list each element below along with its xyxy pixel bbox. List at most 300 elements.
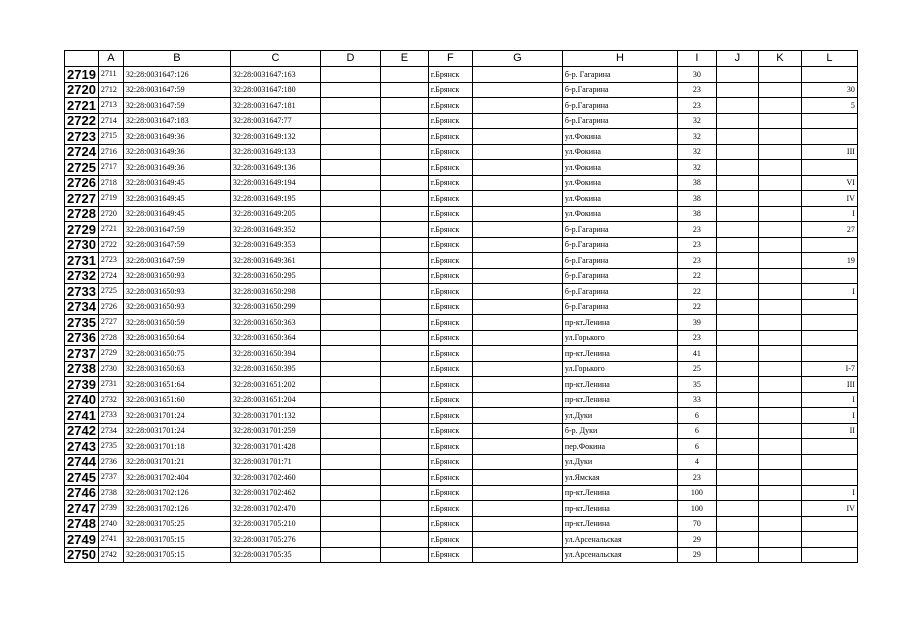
cell-h[interactable]: ул.Дуки (562, 454, 677, 470)
cell-c[interactable]: 32:28:0031702:462 (230, 485, 320, 501)
row-number[interactable]: 2736 (65, 330, 99, 346)
row-number[interactable]: 2720 (65, 82, 99, 98)
cell-e[interactable] (380, 454, 428, 470)
cell-h[interactable]: ул.Горького (562, 330, 677, 346)
cell-c[interactable]: 32:28:0031649:195 (230, 191, 320, 207)
cell-h[interactable]: ул.Фокина (562, 175, 677, 191)
cell-l[interactable] (801, 532, 857, 548)
cell-k[interactable] (758, 67, 801, 83)
cell-e[interactable] (380, 284, 428, 300)
cell-c[interactable]: 32:28:0031649:361 (230, 253, 320, 269)
cell-i[interactable]: 22 (677, 284, 716, 300)
cell-f[interactable]: г.Брянск (428, 191, 472, 207)
cell-h[interactable]: б-р.Гагарина (562, 237, 677, 253)
cell-g[interactable] (472, 191, 562, 207)
cell-b[interactable]: 32:28:0031701:24 (123, 423, 230, 439)
cell-g[interactable] (472, 361, 562, 377)
row-number[interactable]: 2749 (65, 532, 99, 548)
cell-g[interactable] (472, 547, 562, 563)
cell-g[interactable] (472, 175, 562, 191)
cell-d[interactable] (320, 191, 380, 207)
cell-l[interactable]: 30 (801, 82, 857, 98)
cell-l[interactable]: I (801, 485, 857, 501)
cell-h[interactable]: б-р.Гагарина (562, 98, 677, 114)
cell-g[interactable] (472, 113, 562, 129)
cell-b[interactable]: 32:28:0031647:59 (123, 222, 230, 238)
cell-f[interactable]: г.Брянск (428, 268, 472, 284)
cell-a[interactable]: 2740 (98, 516, 123, 532)
cell-k[interactable] (758, 501, 801, 517)
cell-k[interactable] (758, 330, 801, 346)
cell-k[interactable] (758, 361, 801, 377)
cell-a[interactable]: 2737 (98, 470, 123, 486)
cell-i[interactable]: 32 (677, 144, 716, 160)
cell-i[interactable]: 23 (677, 222, 716, 238)
cell-i[interactable]: 22 (677, 299, 716, 315)
cell-g[interactable] (472, 299, 562, 315)
cell-i[interactable]: 32 (677, 160, 716, 176)
cell-a[interactable]: 2712 (98, 82, 123, 98)
row-number[interactable]: 2729 (65, 222, 99, 238)
cell-e[interactable] (380, 392, 428, 408)
cell-e[interactable] (380, 206, 428, 222)
cell-c[interactable]: 32:28:0031702:460 (230, 470, 320, 486)
cell-l[interactable] (801, 439, 857, 455)
cell-h[interactable]: б-р.Гагарина (562, 253, 677, 269)
cell-k[interactable] (758, 175, 801, 191)
row-number[interactable]: 2735 (65, 315, 99, 331)
cell-j[interactable] (716, 392, 758, 408)
cell-j[interactable] (716, 191, 758, 207)
cell-a[interactable]: 2721 (98, 222, 123, 238)
cell-l[interactable] (801, 330, 857, 346)
cell-j[interactable] (716, 253, 758, 269)
cell-i[interactable]: 6 (677, 408, 716, 424)
cell-b[interactable]: 32:28:0031650:93 (123, 284, 230, 300)
cell-f[interactable]: г.Брянск (428, 129, 472, 145)
cell-d[interactable] (320, 98, 380, 114)
cell-l[interactable] (801, 113, 857, 129)
cell-a[interactable]: 2741 (98, 532, 123, 548)
cell-g[interactable] (472, 532, 562, 548)
cell-a[interactable]: 2739 (98, 501, 123, 517)
cell-b[interactable]: 32:28:0031702:126 (123, 485, 230, 501)
column-header-a[interactable]: A (98, 51, 123, 67)
row-number[interactable]: 2723 (65, 129, 99, 145)
cell-d[interactable] (320, 470, 380, 486)
cell-h[interactable]: пр-кт.Ленина (562, 377, 677, 393)
cell-f[interactable]: г.Брянск (428, 222, 472, 238)
cell-k[interactable] (758, 113, 801, 129)
cell-f[interactable]: г.Брянск (428, 82, 472, 98)
cell-f[interactable]: г.Брянск (428, 408, 472, 424)
cell-d[interactable] (320, 346, 380, 362)
column-header-k[interactable]: K (758, 51, 801, 67)
row-number[interactable]: 2750 (65, 547, 99, 563)
cell-i[interactable]: 38 (677, 206, 716, 222)
corner-cell[interactable] (65, 51, 99, 67)
cell-e[interactable] (380, 361, 428, 377)
cell-e[interactable] (380, 439, 428, 455)
cell-e[interactable] (380, 113, 428, 129)
cell-h[interactable]: пр-кт.Ленина (562, 516, 677, 532)
cell-e[interactable] (380, 501, 428, 517)
cell-h[interactable]: пр-кт.Ленина (562, 501, 677, 517)
cell-k[interactable] (758, 299, 801, 315)
cell-f[interactable]: г.Брянск (428, 439, 472, 455)
cell-b[interactable]: 32:28:0031647:59 (123, 237, 230, 253)
cell-j[interactable] (716, 129, 758, 145)
cell-i[interactable]: 23 (677, 330, 716, 346)
cell-l[interactable]: II (801, 423, 857, 439)
cell-h[interactable]: ул.Ямская (562, 470, 677, 486)
row-number[interactable]: 2732 (65, 268, 99, 284)
cell-k[interactable] (758, 408, 801, 424)
column-header-d[interactable]: D (320, 51, 380, 67)
cell-g[interactable] (472, 315, 562, 331)
cell-d[interactable] (320, 206, 380, 222)
cell-l[interactable] (801, 160, 857, 176)
cell-g[interactable] (472, 253, 562, 269)
cell-b[interactable]: 32:28:0031647:59 (123, 253, 230, 269)
cell-j[interactable] (716, 67, 758, 83)
cell-i[interactable]: 35 (677, 377, 716, 393)
cell-d[interactable] (320, 532, 380, 548)
cell-h[interactable]: б-р.Гагарина (562, 284, 677, 300)
cell-l[interactable] (801, 315, 857, 331)
row-number[interactable]: 2743 (65, 439, 99, 455)
cell-g[interactable] (472, 470, 562, 486)
cell-d[interactable] (320, 439, 380, 455)
cell-d[interactable] (320, 82, 380, 98)
cell-b[interactable]: 32:28:0031647:59 (123, 98, 230, 114)
cell-k[interactable] (758, 206, 801, 222)
cell-e[interactable] (380, 222, 428, 238)
cell-f[interactable]: г.Брянск (428, 113, 472, 129)
cell-e[interactable] (380, 253, 428, 269)
cell-f[interactable]: г.Брянск (428, 470, 472, 486)
cell-k[interactable] (758, 160, 801, 176)
cell-c[interactable]: 32:28:0031649:353 (230, 237, 320, 253)
cell-k[interactable] (758, 346, 801, 362)
cell-c[interactable]: 32:28:0031651:204 (230, 392, 320, 408)
cell-e[interactable] (380, 129, 428, 145)
row-number[interactable]: 2734 (65, 299, 99, 315)
row-number[interactable]: 2727 (65, 191, 99, 207)
cell-i[interactable]: 100 (677, 485, 716, 501)
cell-e[interactable] (380, 315, 428, 331)
cell-i[interactable]: 23 (677, 237, 716, 253)
row-number[interactable]: 2740 (65, 392, 99, 408)
cell-g[interactable] (472, 206, 562, 222)
cell-f[interactable]: г.Брянск (428, 284, 472, 300)
cell-e[interactable] (380, 144, 428, 160)
cell-k[interactable] (758, 547, 801, 563)
cell-h[interactable]: б-р.Гагарина (562, 113, 677, 129)
cell-d[interactable] (320, 268, 380, 284)
cell-b[interactable]: 32:28:0031701:21 (123, 454, 230, 470)
cell-d[interactable] (320, 129, 380, 145)
row-number[interactable]: 2745 (65, 470, 99, 486)
cell-k[interactable] (758, 532, 801, 548)
cell-i[interactable]: 29 (677, 532, 716, 548)
row-number[interactable]: 2730 (65, 237, 99, 253)
cell-j[interactable] (716, 532, 758, 548)
cell-a[interactable]: 2713 (98, 98, 123, 114)
cell-h[interactable]: ул.Фокина (562, 206, 677, 222)
cell-l[interactable] (801, 454, 857, 470)
cell-c[interactable]: 32:28:0031650:299 (230, 299, 320, 315)
column-header-h[interactable]: H (562, 51, 677, 67)
cell-d[interactable] (320, 547, 380, 563)
cell-h[interactable]: ул.Фокина (562, 160, 677, 176)
cell-d[interactable] (320, 175, 380, 191)
cell-c[interactable]: 32:28:0031705:210 (230, 516, 320, 532)
cell-e[interactable] (380, 268, 428, 284)
cell-d[interactable] (320, 253, 380, 269)
cell-a[interactable]: 2730 (98, 361, 123, 377)
cell-a[interactable]: 2738 (98, 485, 123, 501)
cell-e[interactable] (380, 98, 428, 114)
cell-g[interactable] (472, 408, 562, 424)
cell-e[interactable] (380, 408, 428, 424)
cell-l[interactable]: IV (801, 191, 857, 207)
cell-b[interactable]: 32:28:0031649:36 (123, 160, 230, 176)
cell-g[interactable] (472, 377, 562, 393)
cell-l[interactable]: I-7 (801, 361, 857, 377)
column-header-j[interactable]: J (716, 51, 758, 67)
cell-j[interactable] (716, 160, 758, 176)
cell-d[interactable] (320, 516, 380, 532)
cell-a[interactable]: 2732 (98, 392, 123, 408)
cell-l[interactable]: I (801, 284, 857, 300)
cell-j[interactable] (716, 501, 758, 517)
cell-a[interactable]: 2736 (98, 454, 123, 470)
cell-d[interactable] (320, 501, 380, 517)
cell-c[interactable]: 32:28:0031647:163 (230, 67, 320, 83)
cell-b[interactable]: 32:28:0031649:36 (123, 144, 230, 160)
cell-g[interactable] (472, 67, 562, 83)
cell-g[interactable] (472, 129, 562, 145)
cell-l[interactable] (801, 346, 857, 362)
cell-f[interactable]: г.Брянск (428, 423, 472, 439)
cell-j[interactable] (716, 547, 758, 563)
cell-c[interactable]: 32:28:0031651:202 (230, 377, 320, 393)
cell-k[interactable] (758, 82, 801, 98)
cell-c[interactable]: 32:28:0031649:136 (230, 160, 320, 176)
row-number[interactable]: 2725 (65, 160, 99, 176)
cell-i[interactable]: 70 (677, 516, 716, 532)
cell-l[interactable] (801, 516, 857, 532)
cell-d[interactable] (320, 454, 380, 470)
cell-j[interactable] (716, 175, 758, 191)
cell-f[interactable]: г.Брянск (428, 315, 472, 331)
cell-k[interactable] (758, 284, 801, 300)
cell-h[interactable]: б-р.Гагарина (562, 299, 677, 315)
cell-j[interactable] (716, 299, 758, 315)
cell-i[interactable]: 4 (677, 454, 716, 470)
cell-c[interactable]: 32:28:0031649:133 (230, 144, 320, 160)
cell-c[interactable]: 32:28:0031647:77 (230, 113, 320, 129)
cell-f[interactable]: г.Брянск (428, 392, 472, 408)
cell-d[interactable] (320, 113, 380, 129)
cell-l[interactable] (801, 547, 857, 563)
cell-f[interactable]: г.Брянск (428, 485, 472, 501)
column-header-c[interactable]: C (230, 51, 320, 67)
cell-d[interactable] (320, 392, 380, 408)
cell-l[interactable]: I (801, 408, 857, 424)
cell-c[interactable]: 32:28:0031705:35 (230, 547, 320, 563)
cell-i[interactable]: 100 (677, 501, 716, 517)
cell-b[interactable]: 32:28:0031701:18 (123, 439, 230, 455)
row-number[interactable]: 2742 (65, 423, 99, 439)
cell-g[interactable] (472, 144, 562, 160)
cell-c[interactable]: 32:28:0031701:428 (230, 439, 320, 455)
cell-i[interactable]: 30 (677, 67, 716, 83)
cell-d[interactable] (320, 377, 380, 393)
cell-j[interactable] (716, 423, 758, 439)
cell-d[interactable] (320, 237, 380, 253)
cell-a[interactable]: 2724 (98, 268, 123, 284)
cell-f[interactable]: г.Брянск (428, 547, 472, 563)
cell-i[interactable]: 41 (677, 346, 716, 362)
cell-a[interactable]: 2723 (98, 253, 123, 269)
cell-g[interactable] (472, 439, 562, 455)
cell-k[interactable] (758, 439, 801, 455)
cell-j[interactable] (716, 222, 758, 238)
cell-a[interactable]: 2742 (98, 547, 123, 563)
cell-b[interactable]: 32:28:0031705:25 (123, 516, 230, 532)
cell-b[interactable]: 32:28:0031650:93 (123, 268, 230, 284)
cell-e[interactable] (380, 237, 428, 253)
cell-e[interactable] (380, 377, 428, 393)
cell-a[interactable]: 2717 (98, 160, 123, 176)
cell-g[interactable] (472, 392, 562, 408)
cell-b[interactable]: 32:28:0031647:59 (123, 82, 230, 98)
cell-d[interactable] (320, 408, 380, 424)
cell-j[interactable] (716, 361, 758, 377)
cell-j[interactable] (716, 237, 758, 253)
cell-h[interactable]: б-р.Гагарина (562, 268, 677, 284)
cell-k[interactable] (758, 268, 801, 284)
cell-e[interactable] (380, 346, 428, 362)
cell-l[interactable]: III (801, 144, 857, 160)
cell-f[interactable]: г.Брянск (428, 98, 472, 114)
row-number[interactable]: 2748 (65, 516, 99, 532)
cell-i[interactable]: 32 (677, 113, 716, 129)
cell-j[interactable] (716, 98, 758, 114)
cell-e[interactable] (380, 532, 428, 548)
cell-g[interactable] (472, 160, 562, 176)
cell-g[interactable] (472, 330, 562, 346)
cell-l[interactable] (801, 237, 857, 253)
cell-e[interactable] (380, 485, 428, 501)
cell-f[interactable]: г.Брянск (428, 144, 472, 160)
cell-e[interactable] (380, 423, 428, 439)
cell-l[interactable]: III (801, 377, 857, 393)
cell-e[interactable] (380, 67, 428, 83)
cell-k[interactable] (758, 423, 801, 439)
cell-e[interactable] (380, 299, 428, 315)
cell-a[interactable]: 2728 (98, 330, 123, 346)
cell-i[interactable]: 23 (677, 253, 716, 269)
cell-k[interactable] (758, 470, 801, 486)
cell-e[interactable] (380, 175, 428, 191)
cell-d[interactable] (320, 361, 380, 377)
cell-i[interactable]: 25 (677, 361, 716, 377)
cell-b[interactable]: 32:28:0031650:59 (123, 315, 230, 331)
cell-j[interactable] (716, 516, 758, 532)
cell-i[interactable]: 6 (677, 439, 716, 455)
column-header-g[interactable]: G (472, 51, 562, 67)
row-number[interactable]: 2738 (65, 361, 99, 377)
cell-a[interactable]: 2733 (98, 408, 123, 424)
column-header-i[interactable]: I (677, 51, 716, 67)
cell-j[interactable] (716, 439, 758, 455)
cell-k[interactable] (758, 454, 801, 470)
cell-l[interactable] (801, 299, 857, 315)
cell-j[interactable] (716, 454, 758, 470)
cell-d[interactable] (320, 423, 380, 439)
cell-c[interactable]: 32:28:0031701:259 (230, 423, 320, 439)
cell-d[interactable] (320, 315, 380, 331)
cell-h[interactable]: пр-кт.Ленина (562, 346, 677, 362)
cell-f[interactable]: г.Брянск (428, 377, 472, 393)
row-number[interactable]: 2726 (65, 175, 99, 191)
cell-g[interactable] (472, 516, 562, 532)
cell-g[interactable] (472, 454, 562, 470)
cell-c[interactable]: 32:28:0031650:295 (230, 268, 320, 284)
cell-i[interactable]: 38 (677, 191, 716, 207)
cell-b[interactable]: 32:28:0031705:15 (123, 547, 230, 563)
cell-a[interactable]: 2722 (98, 237, 123, 253)
cell-j[interactable] (716, 268, 758, 284)
cell-c[interactable]: 32:28:0031649:194 (230, 175, 320, 191)
cell-i[interactable]: 38 (677, 175, 716, 191)
cell-i[interactable]: 22 (677, 268, 716, 284)
cell-c[interactable]: 32:28:0031701:132 (230, 408, 320, 424)
cell-f[interactable]: г.Брянск (428, 501, 472, 517)
cell-k[interactable] (758, 129, 801, 145)
cell-f[interactable]: г.Брянск (428, 330, 472, 346)
cell-b[interactable]: 32:28:0031649:45 (123, 175, 230, 191)
cell-j[interactable] (716, 330, 758, 346)
cell-b[interactable]: 32:28:0031702:404 (123, 470, 230, 486)
cell-l[interactable]: I (801, 392, 857, 408)
cell-a[interactable]: 2719 (98, 191, 123, 207)
cell-f[interactable]: г.Брянск (428, 253, 472, 269)
cell-k[interactable] (758, 392, 801, 408)
row-number[interactable]: 2721 (65, 98, 99, 114)
cell-g[interactable] (472, 98, 562, 114)
cell-h[interactable]: пр-кт.Ленина (562, 485, 677, 501)
cell-j[interactable] (716, 113, 758, 129)
column-header-l[interactable]: L (801, 51, 857, 67)
cell-d[interactable] (320, 144, 380, 160)
cell-k[interactable] (758, 315, 801, 331)
cell-b[interactable]: 32:28:0031650:64 (123, 330, 230, 346)
cell-g[interactable] (472, 222, 562, 238)
cell-c[interactable]: 32:28:0031650:394 (230, 346, 320, 362)
cell-g[interactable] (472, 501, 562, 517)
cell-j[interactable] (716, 470, 758, 486)
cell-h[interactable]: ул.Фокина (562, 191, 677, 207)
cell-a[interactable]: 2714 (98, 113, 123, 129)
cell-f[interactable]: г.Брянск (428, 160, 472, 176)
cell-l[interactable]: VI (801, 175, 857, 191)
column-header-b[interactable]: B (123, 51, 230, 67)
cell-i[interactable]: 23 (677, 98, 716, 114)
